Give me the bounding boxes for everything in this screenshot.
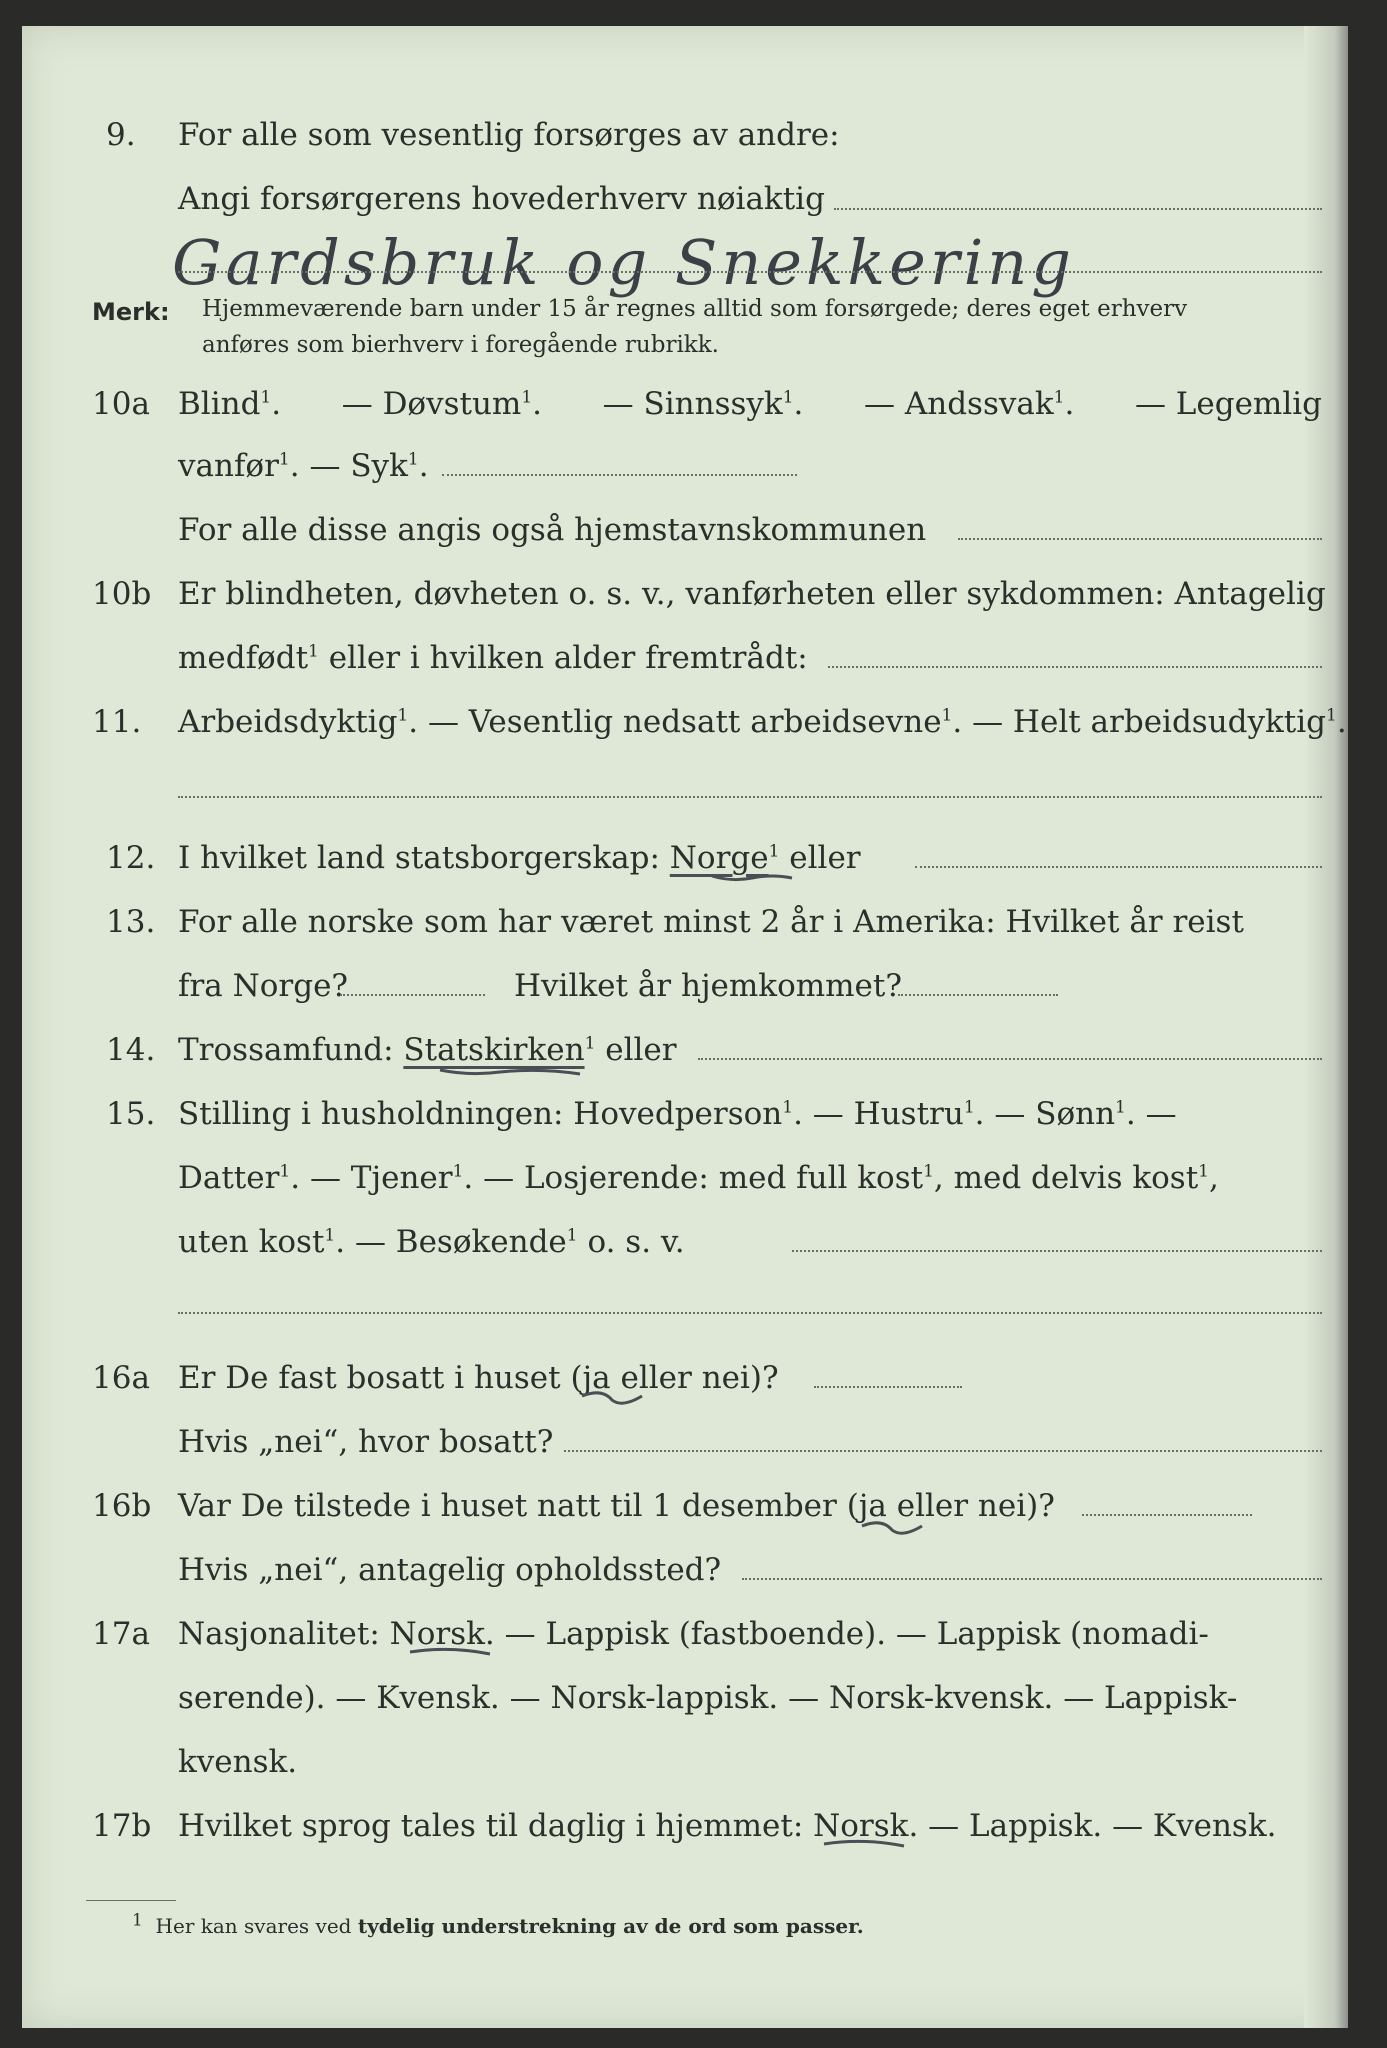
statskirken-underline: [440, 1070, 580, 1074]
q17a-line1: Nasjonalitet: Norsk. — Lappisk (fastboende). — Lappisk (nomadi-: [178, 1616, 1209, 1652]
census-form-page: [22, 26, 1348, 2028]
q13-line1: For alle norske som har været minst 2 år i Amerika: Hvilket år reist: [178, 904, 1244, 940]
q12-number: 12.: [106, 840, 156, 876]
q9-line2: Angi forsørgerens hovederhverv nøiaktig: [178, 181, 825, 217]
q15-line2: Datter$^1$. — Tjener$^1$. — Losjerende: med full kost$^1$, med delvis kost$^1$,: [178, 1160, 1219, 1196]
merk-line2: anføres som bierhverv i foregående rubrikk.: [202, 332, 719, 358]
ja-mark-16a: [582, 1393, 642, 1403]
q16a-line1: Er De fast bosatt i huset (ja eller nei)?: [178, 1360, 779, 1396]
q13-number: 13.: [106, 904, 156, 940]
footnote: $^1$ Her kan svares ved tydelig understrekning av de ord som passer.: [132, 1910, 864, 1938]
q13-line2a: fra Norge?: [178, 968, 349, 1004]
norsk-underline-17b: [824, 1841, 904, 1846]
ja-mark-16b: [862, 1523, 922, 1533]
q15-line1: Stilling i husholdningen: Hovedperson$^1$. — Hustru$^1$. — Sønn$^1$. —: [178, 1096, 1177, 1132]
q17b-number: 17b: [92, 1808, 152, 1844]
merk-line1: Hjemmeværende barn under 15 år regnes alltid som forsørgede; deres eget erhverv: [202, 296, 1188, 322]
q16a-number: 16a: [92, 1360, 150, 1396]
q15-number: 15.: [106, 1096, 156, 1132]
q10a-number: 10a: [92, 386, 150, 422]
q16b-line1: Var De tilstede i huset natt til 1 desember (ja eller nei)?: [178, 1488, 1055, 1524]
q13-line2b: Hvilket år hjemkommet?: [514, 968, 902, 1004]
q17a-line2: serende). — Kvensk. — Norsk-lappisk. — Norsk-kvensk. — Lappisk-: [178, 1680, 1238, 1716]
q17a-line3: kvensk.: [178, 1744, 298, 1780]
handwritten-underline-marks: [22, 26, 1348, 2028]
q16b-number: 16b: [92, 1488, 152, 1524]
norsk-underline-17a: [410, 1649, 490, 1654]
q16a-line2: Hvis „nei“, hvor bosatt?: [178, 1424, 554, 1460]
q14-number: 14.: [106, 1032, 156, 1068]
merk-label: Merk:: [92, 298, 170, 326]
q17a-number: 17a: [92, 1616, 150, 1652]
q17b-line1: Hvilket sprog tales til daglig i hjemmet: Norsk. — Lappisk. — Kvensk.: [178, 1808, 1277, 1844]
q16b-line2: Hvis „nei“, antagelig opholdssted?: [178, 1552, 722, 1588]
q12-line1: I hvilket land statsborgerskap: Norge$^1$ eller: [178, 840, 861, 876]
q10a-line1: Blind$^1$. — Døvstum$^1$. — Sinnssyk$^1$. — Andssvak$^1$. — Legemlig: [178, 386, 1322, 422]
q10b-number: 10b: [92, 576, 152, 612]
q11-number: 11.: [92, 704, 142, 740]
q10a-line3: For alle disse angis også hjemstavnskommunen: [178, 512, 927, 548]
q9-handwritten-answer: Gardsbruk og Snekkering: [172, 226, 1075, 299]
norge-underline: [712, 876, 792, 880]
q11-line1: Arbeidsdyktig$^1$. — Vesentlig nedsatt arbeidsevne$^1$. — Helt arbeidsudyktig$^1$.: [178, 704, 1347, 740]
q14-line1: Trossamfund: Statskirken$^1$ eller: [178, 1032, 677, 1068]
q9-line1: For alle som vesentlig forsørges av andre:: [178, 117, 840, 153]
q10b-line1: Er blindheten, døvheten o. s. v., vanførheten eller sykdommen: Antagelig: [178, 576, 1326, 612]
q10b-line2: medfødt$^1$ eller i hvilken alder fremtrådt:: [178, 640, 808, 676]
q15-line3: uten kost$^1$. — Besøkende$^1$ o. s. v.: [178, 1224, 685, 1260]
q10a-line2: vanfør$^1$. — Syk$^1$.: [178, 448, 429, 484]
q9-number: 9.: [106, 117, 136, 153]
